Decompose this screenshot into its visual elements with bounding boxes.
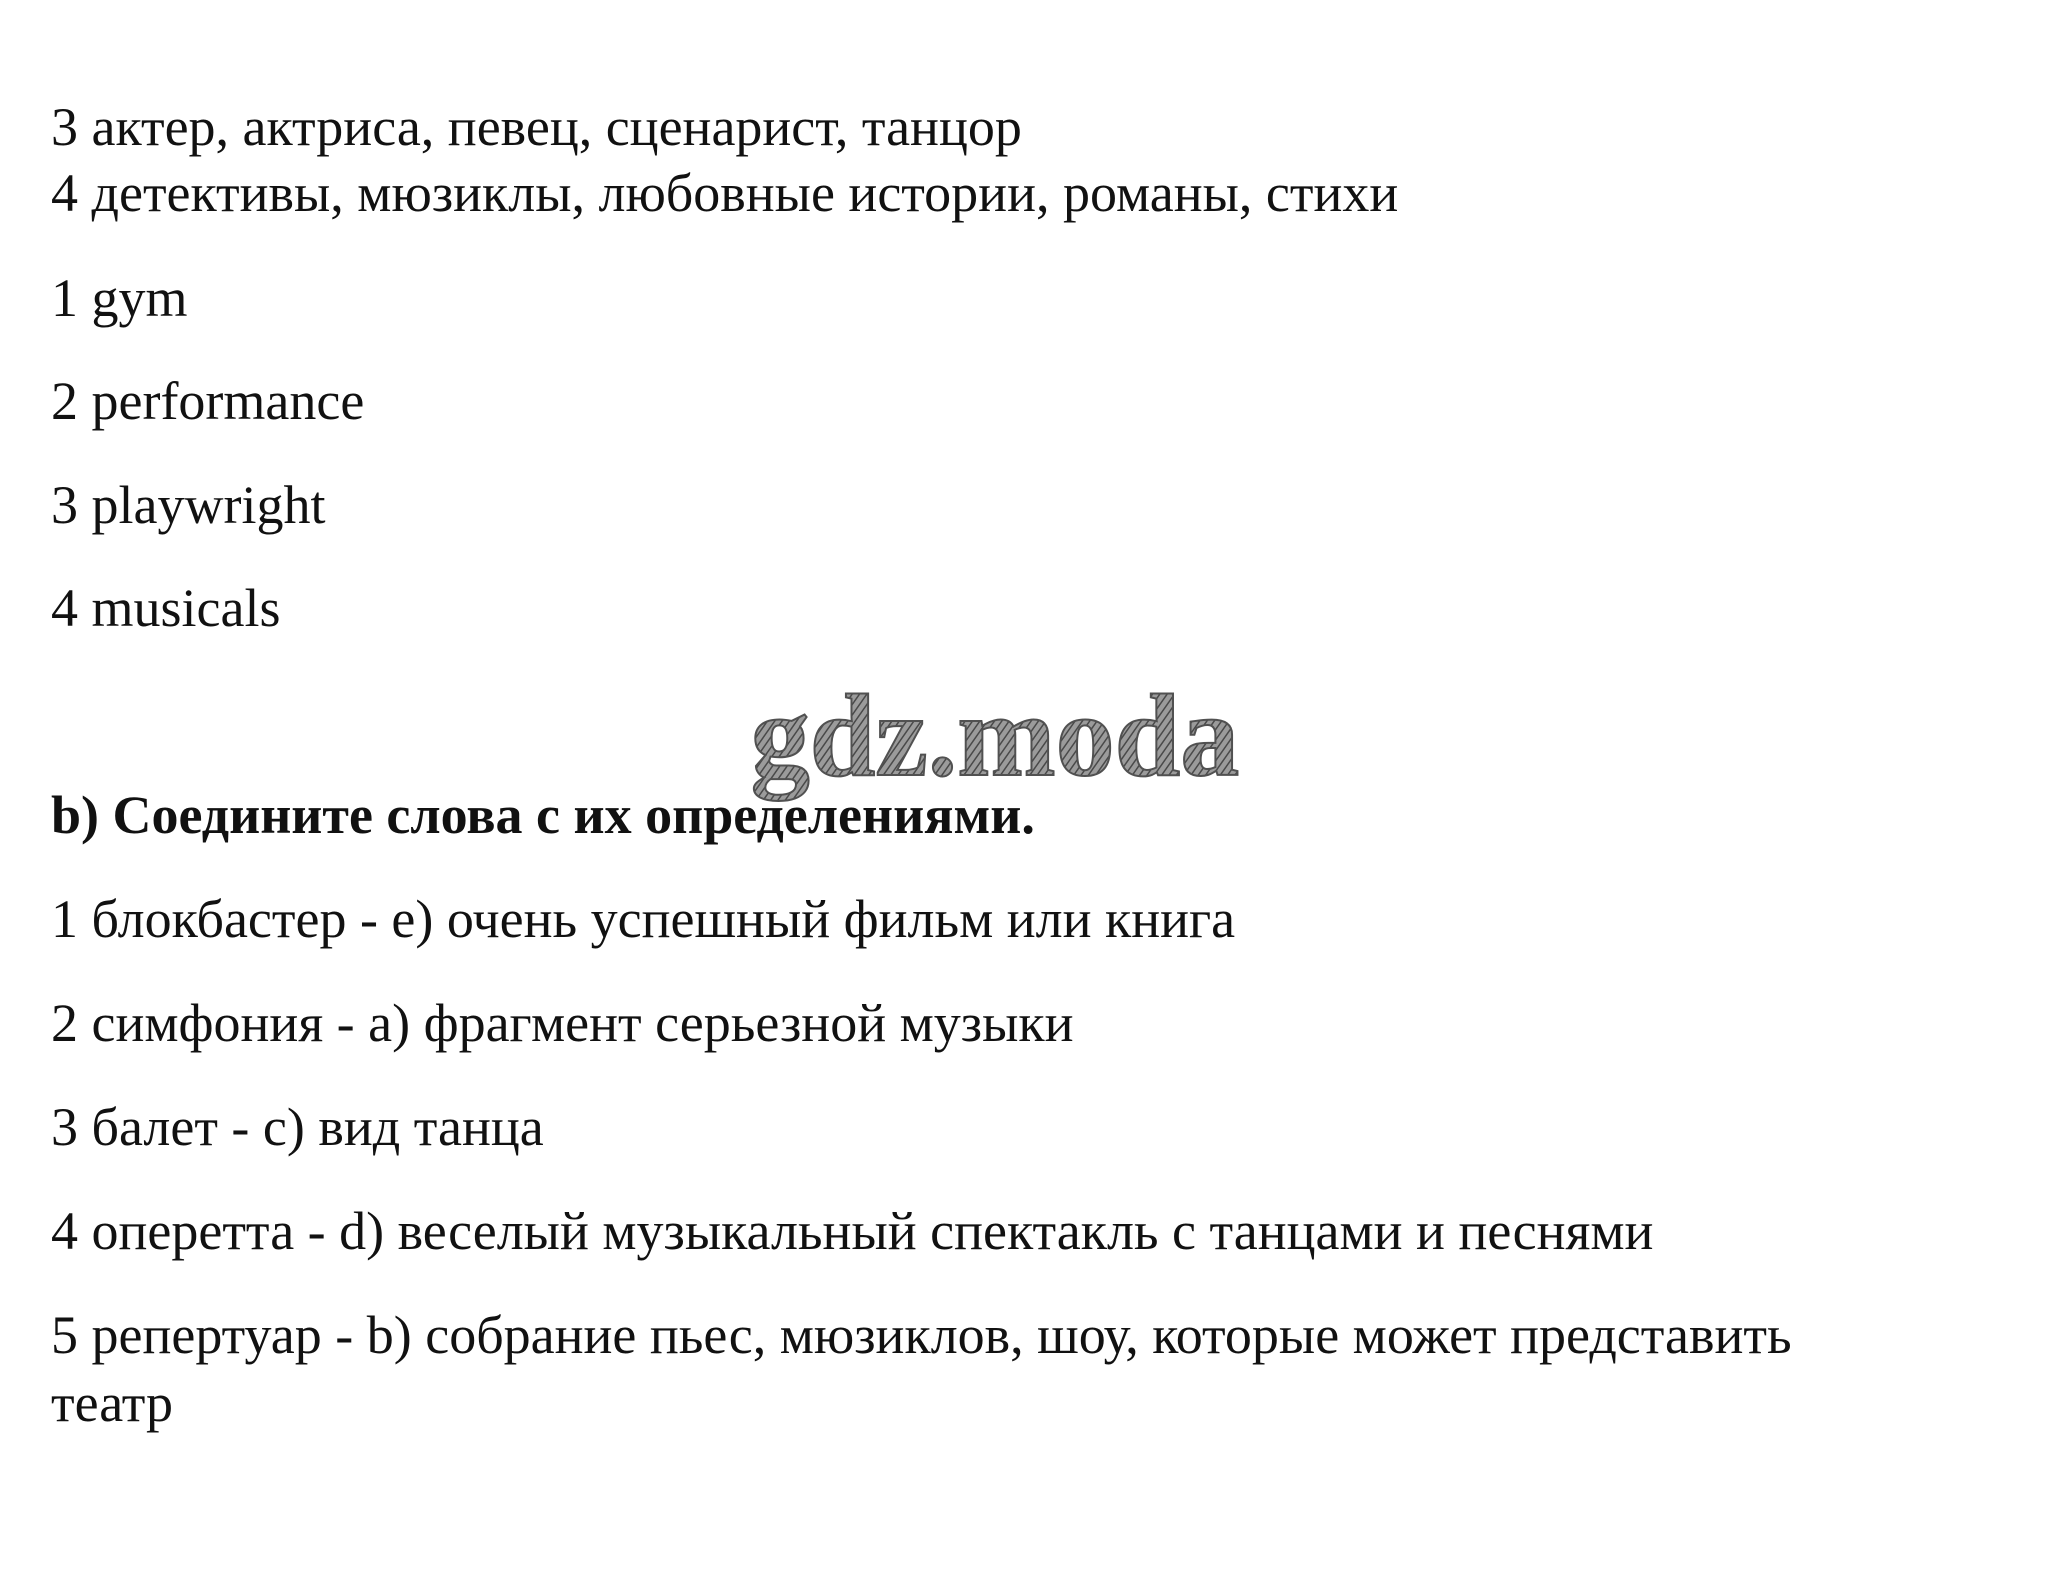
match-line: 1 блокбастер - e) очень успешный фильм или книга: [51, 889, 1236, 949]
answer-line: 1 gym: [51, 268, 188, 328]
section-heading: b) Соедините слова с их определениями.: [51, 785, 1035, 845]
watermark-text: gdz.moda: [750, 680, 1240, 801]
match-line: 3 балет - c) вид танца: [51, 1097, 544, 1157]
match-line: 4 оперетта - d) веселый музыкальный спектакль с танцами и песнями: [51, 1201, 1654, 1261]
answer-line: 4 musicals: [51, 578, 281, 638]
match-line: 5 репертуар - b) собрание пьес, мюзиклов, шоу, которые может представить: [51, 1305, 1792, 1365]
match-line: 2 симфония - a) фрагмент серьезной музыки: [51, 993, 1074, 1053]
match-line-continuation: театр: [51, 1373, 174, 1433]
answer-line: 3 playwright: [51, 475, 326, 535]
answer-line: 2 performance: [51, 371, 365, 431]
text-line: 3 актер, актриса, певец, сценарист, танцор: [51, 97, 1022, 157]
text-line: 4 детективы, мюзиклы, любовные истории, романы, стихи: [51, 163, 1399, 223]
